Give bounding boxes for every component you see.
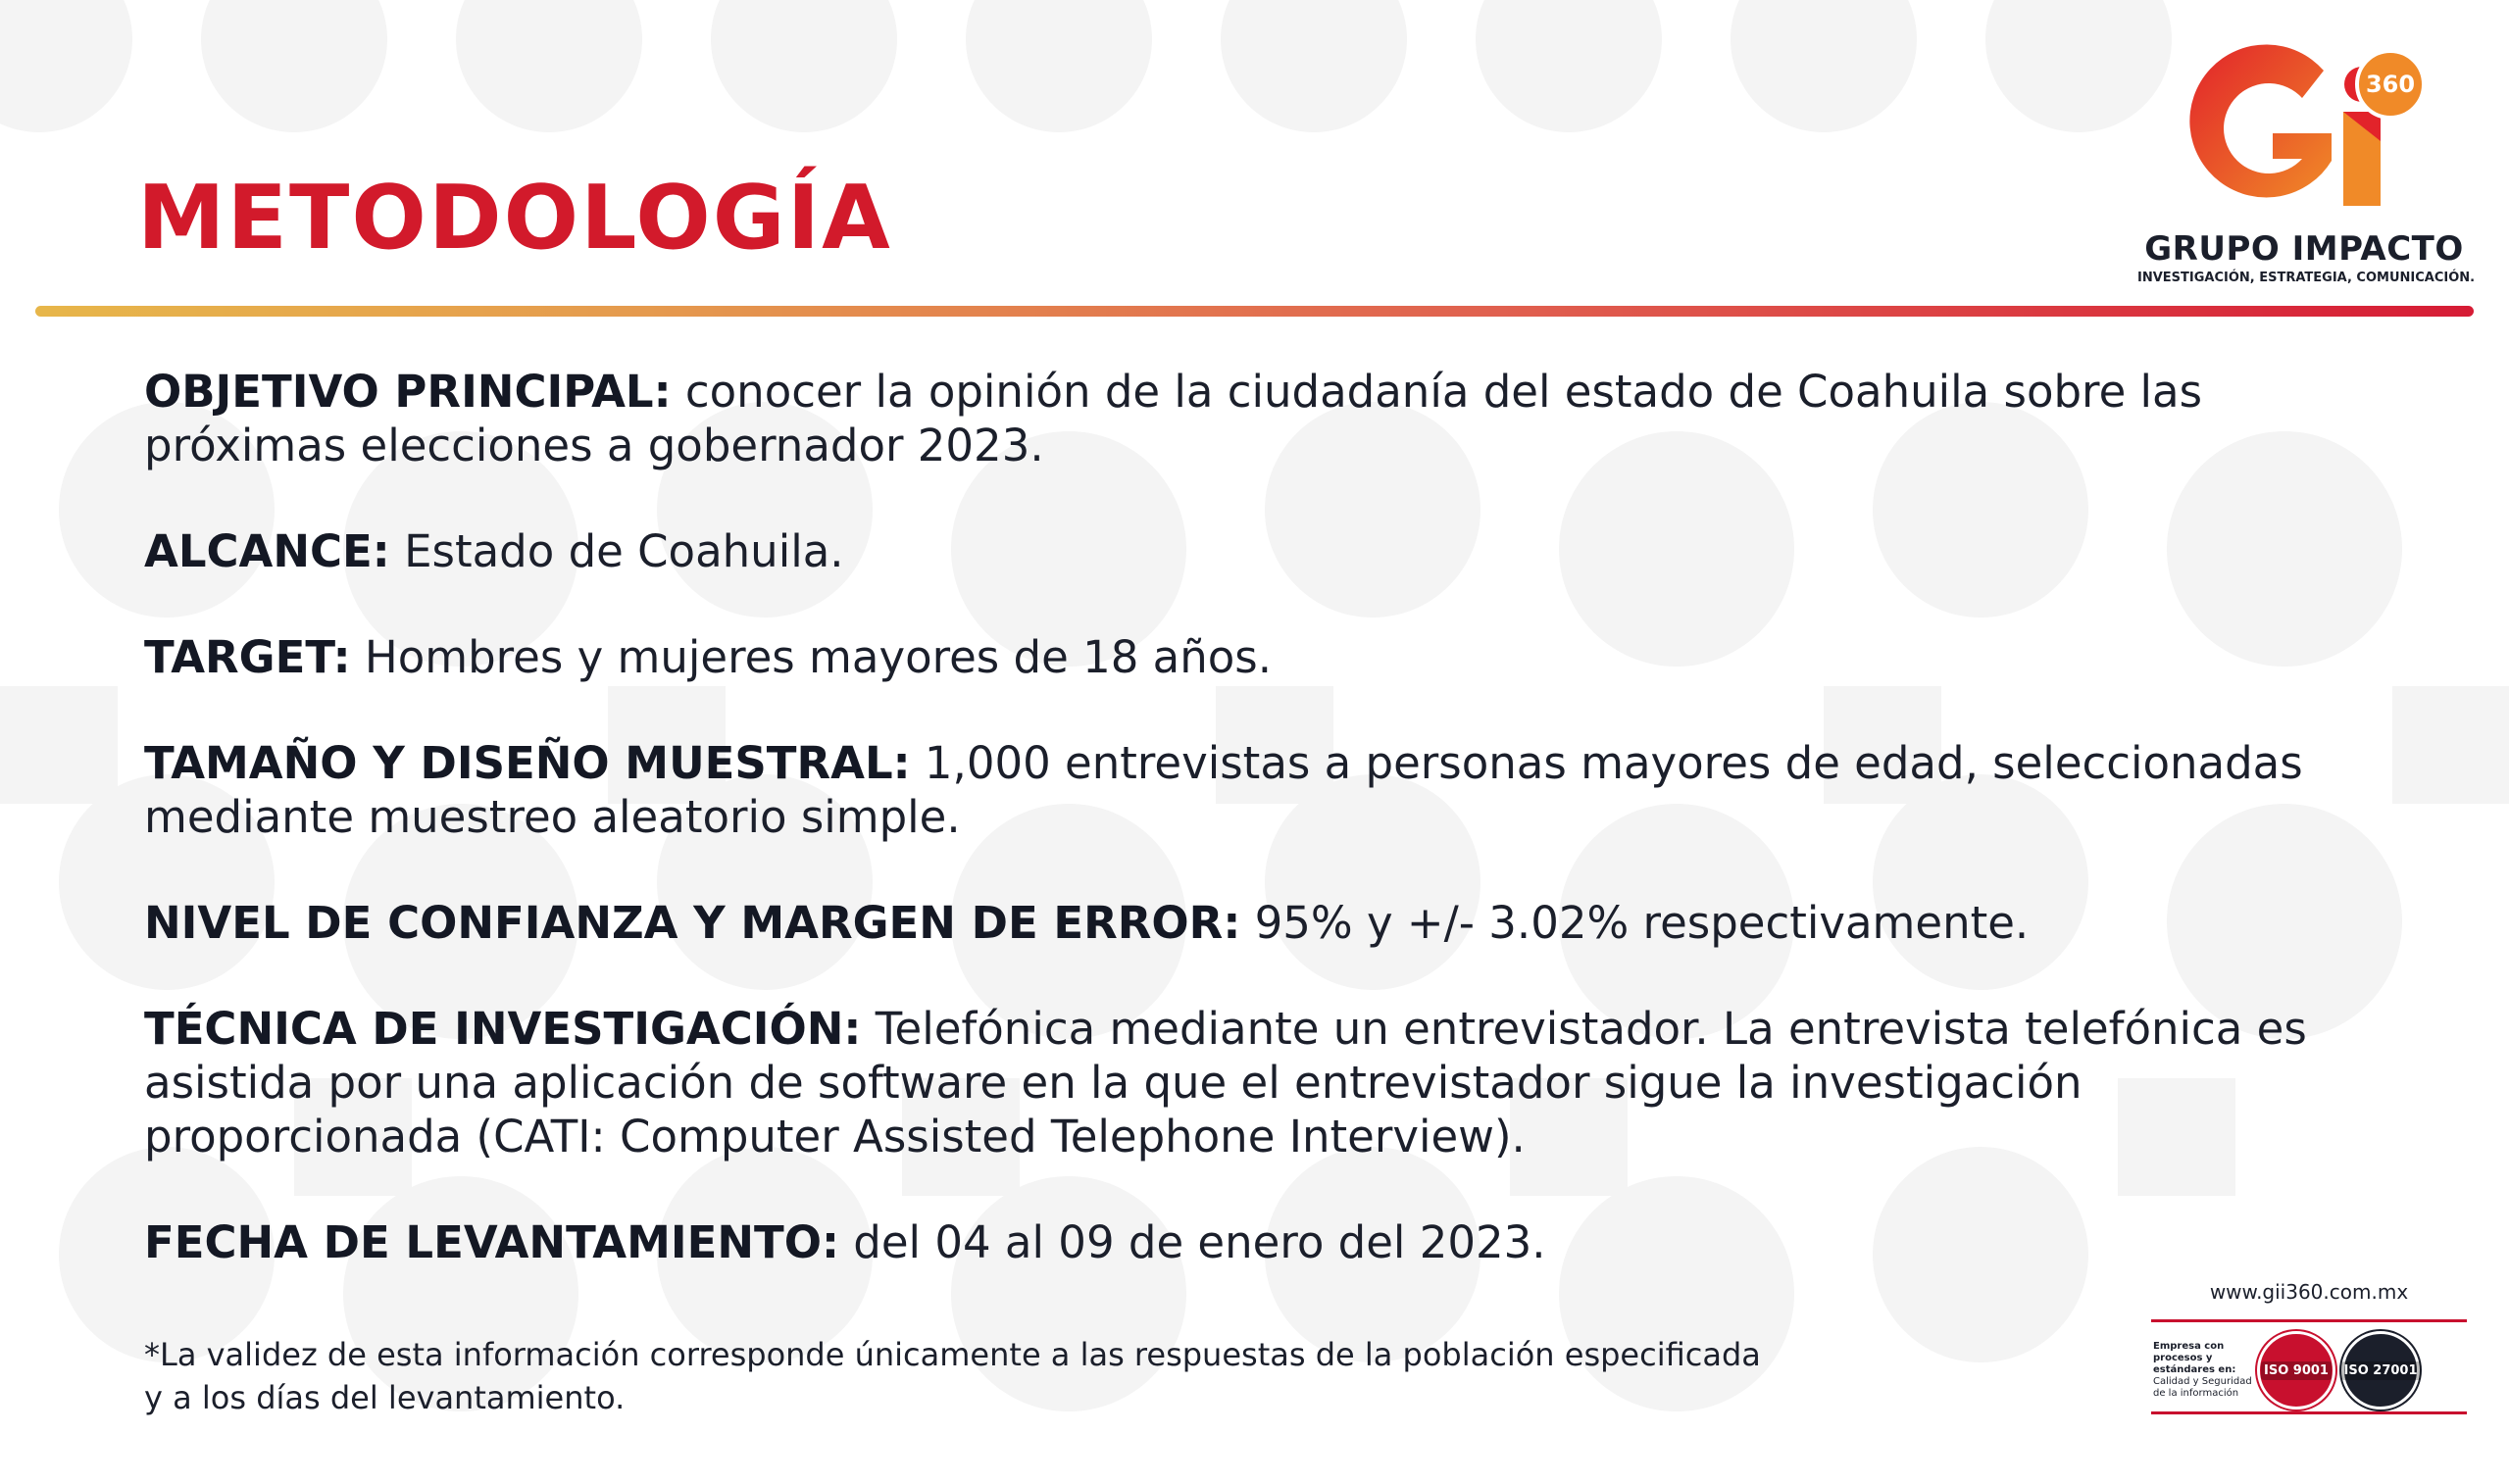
seal-label: ISO 9001 xyxy=(2261,1361,2332,1380)
item-objective xyxy=(144,365,2360,472)
certification-block xyxy=(2147,1280,2471,1417)
page-title: METODOLOGÍA xyxy=(137,167,892,270)
item-scope xyxy=(144,524,2360,578)
item-text: 95% y +/- 3.02% respectivamente. xyxy=(1240,897,2030,949)
item-label: TARGET: xyxy=(144,631,351,683)
footnote-line: y a los días del levantamiento. xyxy=(144,1379,626,1416)
item-sample xyxy=(144,736,2360,844)
item-confidence xyxy=(144,896,2360,950)
item-target xyxy=(144,630,2360,684)
cert-top-rule xyxy=(2151,1319,2467,1322)
seal-label: ISO 27001 xyxy=(2341,1361,2421,1380)
cert-bottom-rule xyxy=(2151,1411,2467,1414)
item-label: NIVEL DE CONFIANZA Y MARGEN DE ERROR: xyxy=(144,897,1241,949)
cert-text: Calidad y Seguridad de la información xyxy=(2153,1376,2252,1399)
item-label: TÉCNICA DE INVESTIGACIÓN: xyxy=(144,1003,862,1055)
item-text: 1,000 entrevistas a personas mayores de edad, seleccionadas mediante muestreo aleatorio simple. xyxy=(144,737,2303,843)
item-text: conocer la opinión de la ciudadanía del estado de Coahuila sobre las próximas elecciones a gobernador 2023. xyxy=(144,366,2203,471)
item-text: Estado de Coahuila. xyxy=(389,525,844,577)
item-date xyxy=(144,1215,2360,1269)
footnote-line: *La validez de esta información corresponde únicamente a las respuestas de la población especificada xyxy=(144,1336,1761,1373)
methodology-list xyxy=(144,365,2360,1321)
item-label: FECHA DE LEVANTAMIENTO: xyxy=(144,1216,839,1268)
iso-27001-seal-icon xyxy=(2341,1331,2420,1410)
logo-360-badge: 360 xyxy=(2355,49,2426,120)
item-technique xyxy=(144,1002,2360,1163)
gradient-divider xyxy=(35,306,2474,317)
item-label: TAMAÑO Y DISEÑO MUESTRAL: xyxy=(144,737,911,789)
item-label: OBJETIVO PRINCIPAL: xyxy=(144,366,672,418)
company-name: GRUPO IMPACTO xyxy=(2144,229,2464,269)
company-logo xyxy=(2137,43,2476,298)
cert-description xyxy=(2153,1341,2261,1400)
footnote xyxy=(144,1333,1909,1419)
cert-text-bold: Empresa con procesos y estándares en: xyxy=(2153,1341,2236,1375)
website-link[interactable]: www.gii360.com.mx xyxy=(2209,1280,2409,1304)
iso-9001-seal-icon xyxy=(2257,1331,2335,1410)
item-label: ALCANCE: xyxy=(144,525,390,577)
item-text: Hombres y mujeres mayores de 18 años. xyxy=(350,631,1273,683)
item-text: del 04 al 09 de enero del 2023. xyxy=(839,1216,1546,1268)
item-text: Telefónica mediante un entrevistador. La entrevista telefónica es asistida por una aplicación de software en la que el entrevistador sigue la investigación proporcionada (CATI: Computer Assisted Telephone Interview). xyxy=(144,1003,2307,1162)
company-tagline: INVESTIGACIÓN, ESTRATEGIA, COMUNICACIÓN. xyxy=(2137,271,2476,285)
